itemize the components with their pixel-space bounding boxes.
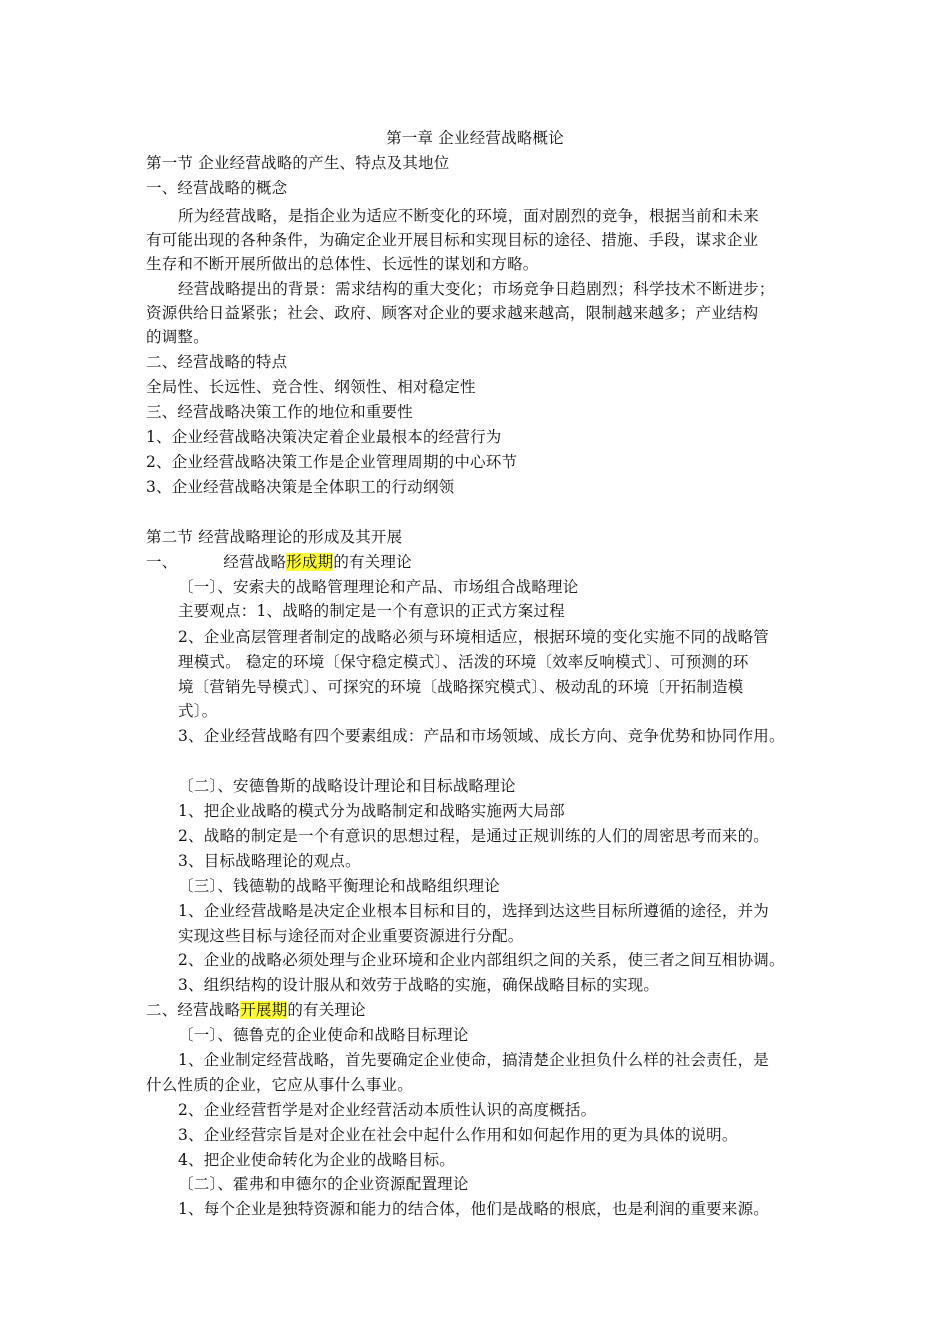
subheading-chandler: 〔三〕、钱德勒的战略平衡理论和战略组织理论 [178,877,500,895]
ansoff-point-2-line-2: 理模式。 稳定的环境〔保守稳定模式〕、活泼的环境〔效率反响模式〕、可预测的环 [178,653,749,671]
list-item: 1、企业经营战略决策决定着企业最根本的经营行为 [146,428,502,446]
list-item: 3、企业经营宗旨是对企业在社会中起什么作用和如何起作用的更为具体的说明。 [178,1126,738,1144]
features-text: 全局性、长远性、竞合性、纲领性、相对稳定性 [146,378,476,396]
paragraph-concept-line-3: 生存和不断开展所做出的总体性、长远性的谋划和方略。 [146,255,539,273]
chandler-point-1-line-1: 1、企业经营战略是决定企业根本目标和目的，选择到达这些目标所遵循的途径，并为 [178,902,769,920]
list-item: 3、目标战略理论的观点。 [178,852,361,870]
subheading-hofer-schendel: 〔二〕、霍弗和申德尔的企业资源配置理论 [178,1175,469,1193]
heading-number: 一、 [146,553,178,571]
list-item: 3、企业经营战略决策是全体职工的行动纲领 [146,478,455,496]
paragraph-concept-line-1: 所为经营战略，是指企业为适应不断变化的环境，面对剧烈的竞争，根据当前和未来 [178,207,759,225]
highlighted-text: 形成期 [286,553,334,571]
heading-concept: 一、经营战略的概念 [146,179,288,197]
subheading-ansoff: 〔一〕、安索夫的战略管理理论和产品、市场组合战略理论 [178,578,579,596]
drucker-point-1-line-2: 什么性质的企业，它应从事什么事业。 [146,1076,413,1094]
list-item: 1、把企业战略的模式分为战略制定和战略实施两大局部 [178,802,565,820]
list-item: 2、战略的制定是一个有意识的思想过程，是通过正规训练的人们的周密思考而来的。 [178,827,769,845]
chandler-point-3: 3、组织结构的设计服从和效劳于战略的实施，确保战略目标的实现。 [178,976,660,994]
section-1-title: 第一节 企业经营战略的产生、特点及其地位 [146,154,450,172]
ansoff-point-2-line-1: 2、企业高层管理者制定的战略必须与环境相适应，根据环境的变化实施不同的战略管 [178,628,769,646]
chandler-point-2: 2、企业的战略必须处理与企业环境和企业内部组织之间的关系，使三者之间互相协调。 [178,951,785,969]
chandler-point-1-line-2: 实现这些目标与途径而对企业重要资源进行分配。 [178,927,524,945]
subheading-drucker: 〔一〕、德鲁克的企业使命和战略目标理论 [178,1026,469,1044]
subheading-andrews: 〔二〕、安德鲁斯的战略设计理论和目标战略理论 [178,777,516,795]
heading-features: 二、经营战略的特点 [146,353,288,371]
drucker-point-1-line-1: 1、企业制定经营战略，首先要确定企业使命，搞清楚企业担负什么样的社会责任，是 [178,1051,769,1069]
paragraph-concept-line-2: 有可能出现的各种条件，为确定企业开展目标和实现目标的途径、措施、手段，谋求企业 [146,231,759,249]
paragraph-background-line-1: 经营战略提出的背景：需求结构的重大变化；市场竞争日趋剧烈；科学技术不断进步； [178,280,775,298]
heading-importance: 三、经营战略决策工作的地位和重要性 [146,403,413,421]
list-item: 4、把企业使命转化为企业的战略目标。 [178,1151,455,1169]
list-item: 2、企业经营哲学是对企业经营活动本质性认识的高度概括。 [178,1101,597,1119]
ansoff-point-2-line-3: 境〔营销先导模式〕、可探究的环境〔战略探究模式〕、极动乱的环境〔开拓制造模 [178,678,744,696]
chapter-title: 第一章 企业经营战略概论 [386,129,564,147]
list-item: 2、企业经营战略决策工作是企业管理周期的中心环节 [146,453,518,471]
highlighted-text: 开展期 [240,1001,288,1019]
section-2-title: 第二节 经营战略理论的形成及其开展 [146,528,403,546]
paragraph-background-line-3: 的调整。 [146,328,209,346]
ansoff-point-1: 主要观点：1、战略的制定是一个有意识的正式方案过程 [178,602,565,620]
hofer-point-1: 1、每个企业是独特资源和能力的结合体，他们是战略的根底，也是利润的重要来源。 [178,1200,769,1218]
heading-development-period: 二、经营战略开展期的有关理论 [146,1001,366,1019]
paragraph-background-line-2: 资源供给日益紧张；社会、政府、顾客对企业的要求越来越高，限制越来越多；产业结构 [146,304,759,322]
ansoff-point-3: 3、企业经营战略有四个要素组成：产品和市场领域、成长方向、竞争优势和协同作用。 [178,727,785,745]
ansoff-point-2-line-4: 式〕。 [178,702,218,720]
heading-formation-period: 一、 经营战略形成期的有关理论 [146,553,412,571]
